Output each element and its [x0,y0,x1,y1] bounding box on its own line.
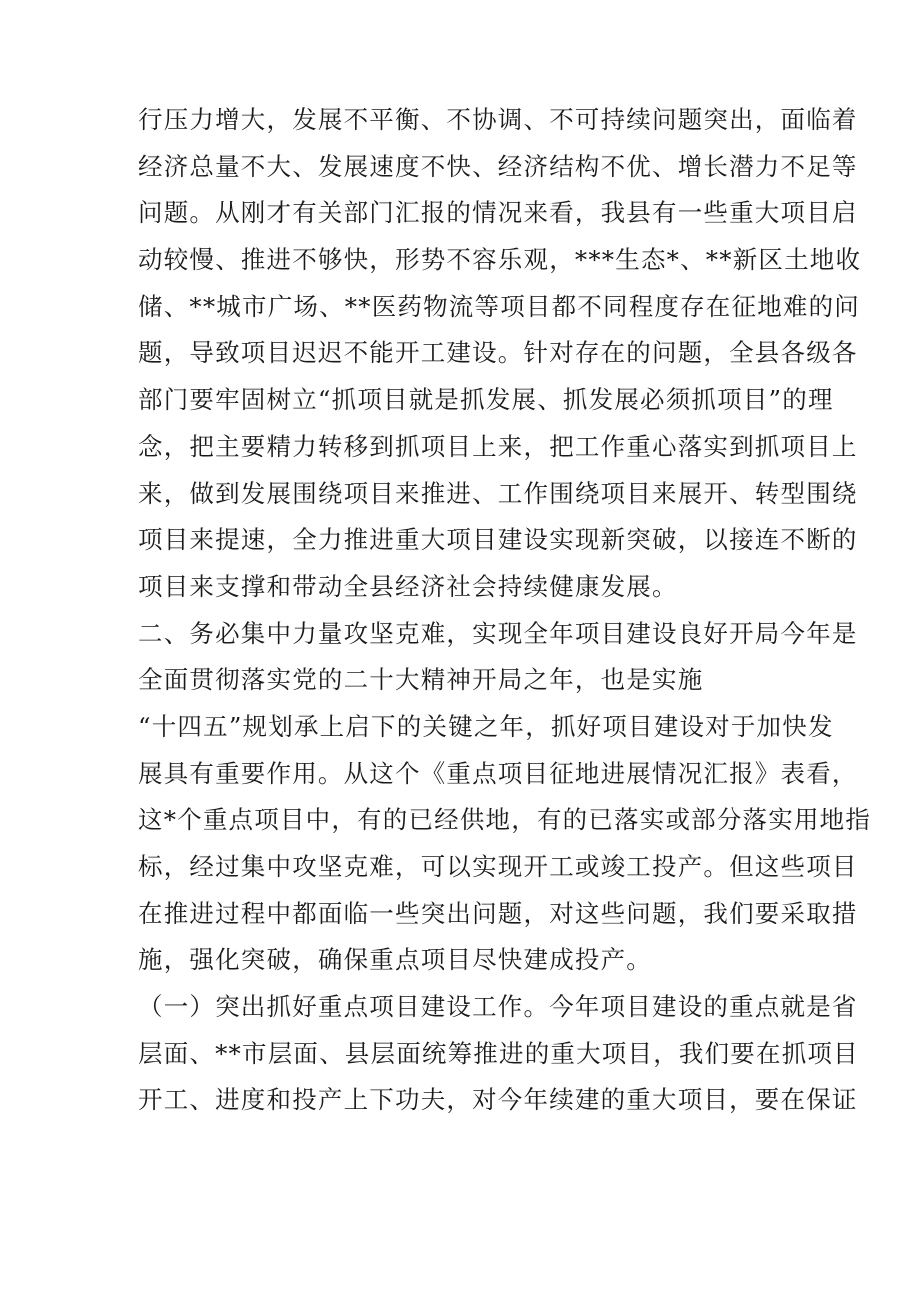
text-line-11: 项目来支撑和带动全县经济社会持续健康发展。 [138,571,678,601]
text-line-21: 层面、**市层面、县层面统筹推进的重大项目，我们要在抓项目 [138,1038,859,1068]
text-line-3: 问题。从刚才有关部门汇报的情况来看，我县有一些重大项目启 [138,198,858,228]
body-text [138,97,872,1124]
text-line-2: 经济总量不大、发展速度不快、经济结构不优、增长潜力不足等 [138,151,858,181]
text-line-9: 来，做到发展围绕项目来推进、工作围绕项目来展开、转型围绕 [138,478,858,508]
text-line-18: 在推进过程中都面临一些突出问题，对这些问题，我们要采取措 [138,898,858,928]
text-line-6: 题，导致项目迟迟不能开工建设。针对存在的问题，全县各级各 [138,338,858,368]
text-line-22: 开工、进度和投产上下功夫，对今年续建的重大项目，要在保证 [138,1085,858,1115]
text-line-15: 展具有重要作用。从这个《重点项目征地进展情况汇报》表看， [138,758,858,788]
text-line-5: 储、**城市广场、**医药物流等项目都不同程度存在征地难的问 [138,291,860,321]
text-line-8: 念，把主要精力转移到抓项目上来，把工作重心落实到抓项目上 [138,431,858,461]
text-line-4: 动较慢、推进不够快，形势不容乐观，***生态*、**新区土地收 [138,245,862,275]
text-line-19: 施，强化突破，确保重点项目尽快建成投产。 [138,945,652,975]
text-line-7: 部门要牢固树立“抓项目就是抓发展、抓发展必须抓项目”的理 [138,385,834,415]
text-line-14: “十四五”规划承上启下的关键之年，抓好项目建设对于加快发 [138,711,834,741]
subsection-heading-1: （一）突出抓好重点项目建设工作。今年项目建设的重点就是省 [138,992,858,1022]
text-line-17: 标，经过集中攻坚克难，可以实现开工或竣工投产。但这些项目 [138,852,858,881]
text-line-16: 这*个重点项目中，有的已经供地，有的已落实或部分落实用地指 [138,805,872,835]
text-line-1: 行压力增大，发展不平衡、不协调、不可持续问题突出，面临着 [138,105,858,134]
text-line-13: 全面贯彻落实党的二十大精神开局之年，也是实施 [138,665,704,695]
section-heading-2: 二、务必集中力量攻坚克难，实现全年项目建设良好开局今年是 [138,618,858,648]
text-line-10: 项目来提速，全力推进重大项目建设实现新突破，以接连不断的 [138,525,858,555]
